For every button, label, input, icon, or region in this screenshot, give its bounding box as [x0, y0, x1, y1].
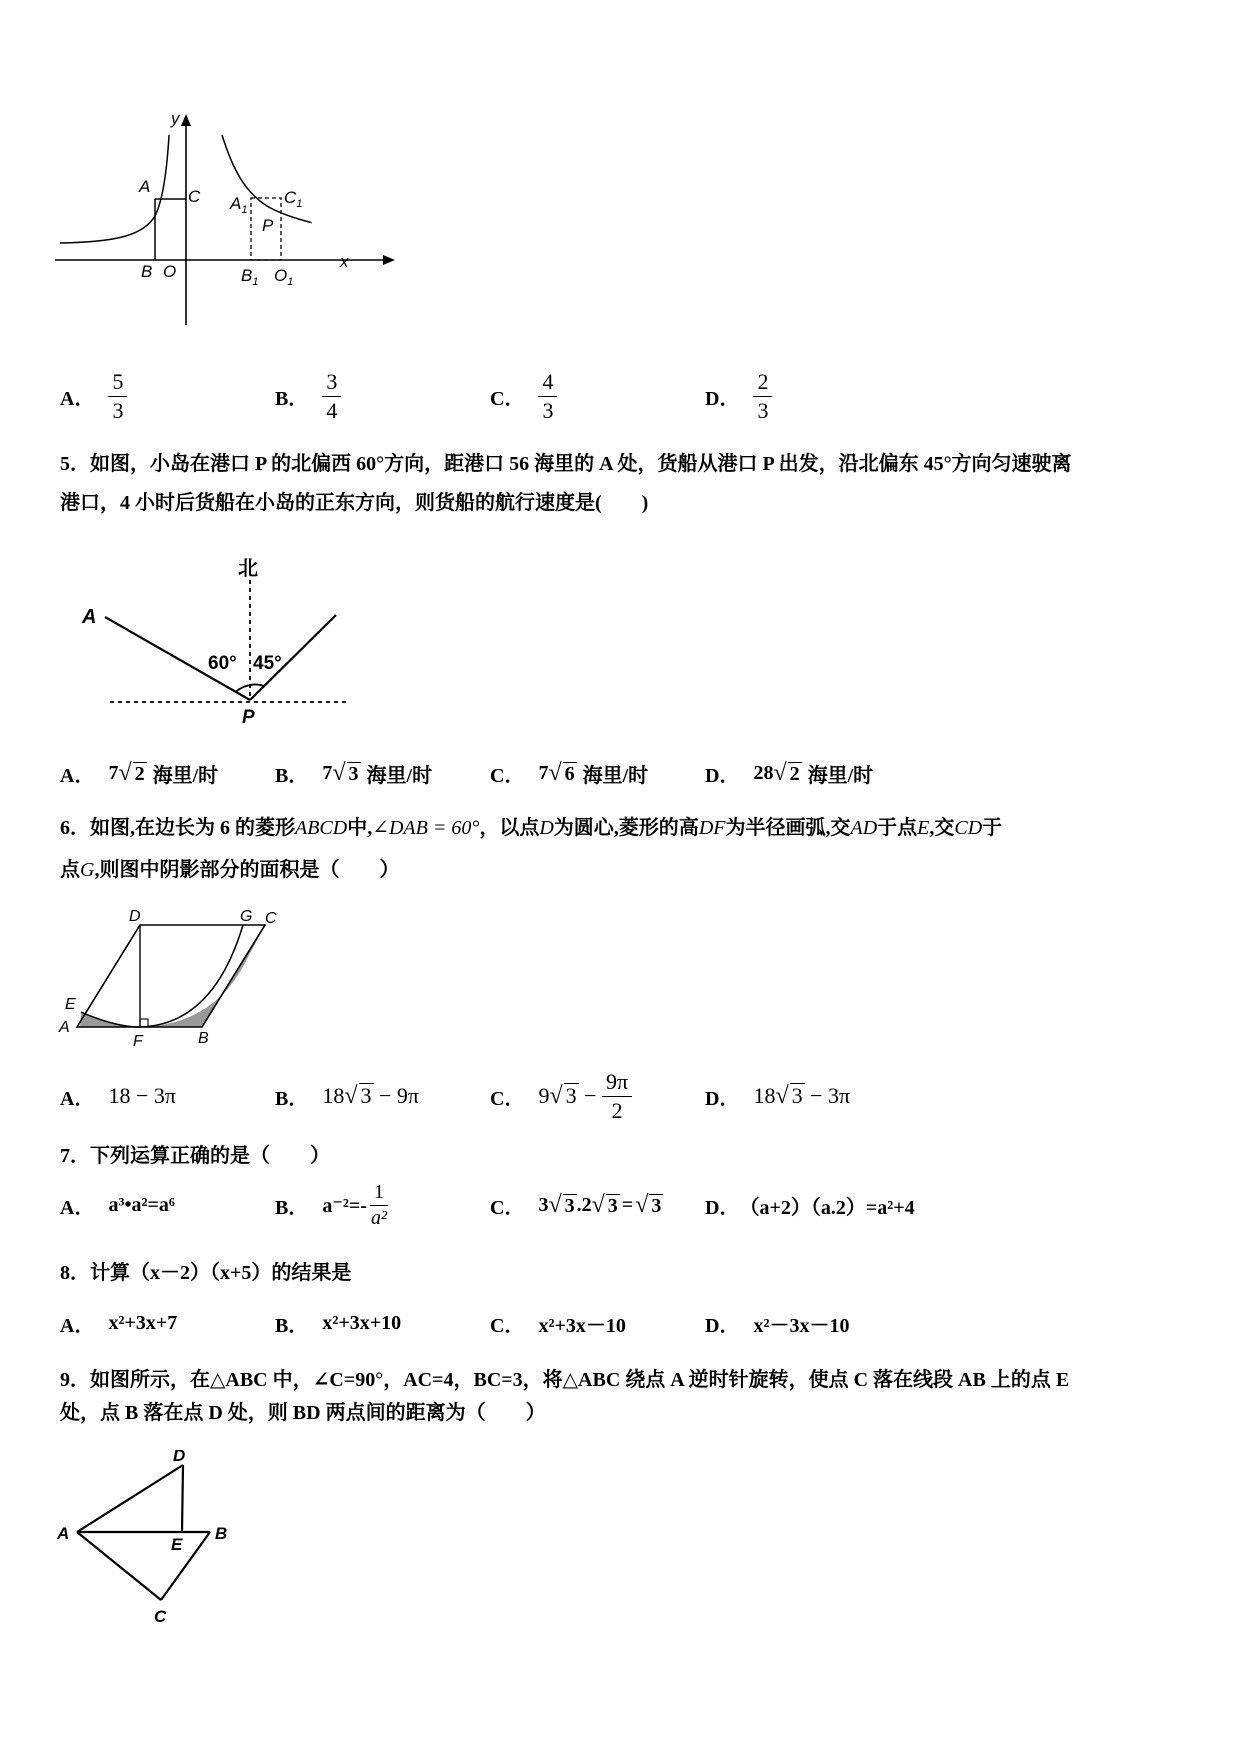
q9-stem-line1: 9．如图所示，在△ABC 中，∠C=90°，AC=4，BC=3，将△ABC 绕点 A 逆时针旋转，使点 C 落在线段 AB 上的点 E	[60, 1369, 1070, 1391]
q9-stem-line2: 处，点 B 落在点 D 处，则 BD 两点间的距离为（ ）	[60, 1402, 546, 1424]
q4-option-b[interactable]: B． $\frac{3}{4}$	[275, 366, 341, 426]
q8-option-d[interactable]: D． x²－3x－10	[705, 1314, 850, 1337]
q9-label-C: C	[154, 1607, 167, 1626]
q4-options	[60, 366, 1190, 426]
q5-figure	[70, 555, 370, 735]
q4-label-A1: $A_1$	[230, 194, 248, 216]
q5-label-45: 45°	[253, 653, 282, 674]
q9-label-D: D	[173, 1450, 186, 1465]
fraction: $\frac{9\pi}{2}$	[602, 1070, 632, 1121]
q9-label-B: B	[215, 1524, 228, 1543]
q6-option-b[interactable]: B． 18 √ 3 − 9π	[275, 1082, 420, 1110]
q4-label-P: P	[262, 216, 274, 235]
q6-label-D: D	[129, 908, 141, 925]
q5-option-d[interactable]: D． 28 √ 2 海里/时	[705, 759, 874, 787]
q6-option-d[interactable]: D． 18 √ 3 − 3π	[705, 1082, 851, 1110]
q8-option-b[interactable]: B． x²+3x+10	[275, 1311, 402, 1337]
q7-option-d[interactable]: D． （a+2）（a.2）=a²+4	[705, 1196, 915, 1219]
q5-options	[60, 743, 1190, 803]
q5-stem-line2: 港口，4 小时后货船在小岛的正东方向，则货船的航行速度是( )	[60, 492, 649, 514]
q8-options	[60, 1293, 1190, 1353]
q5-label-north: 北	[238, 558, 258, 580]
q8-stem-line: 8．计算（x－2）（x+5）的结果是	[60, 1262, 352, 1284]
q9-stem	[60, 1370, 1190, 1423]
q7-stem	[60, 1146, 1190, 1166]
q7-option-c[interactable]: C． 3 √ 3 .2 √ 3 = √ 3	[490, 1191, 662, 1219]
q6-label-E: E	[65, 996, 76, 1013]
q4-label-y: y	[171, 110, 180, 128]
q6-label-B: B	[198, 1030, 209, 1047]
q4-label-O1: $O_1$	[274, 266, 294, 288]
q4-label-B: B	[141, 262, 153, 281]
q8-option-a[interactable]: A． x²+3x+7	[60, 1311, 178, 1337]
q4-label-x: x	[340, 252, 349, 271]
q4-option-d[interactable]: D． $\frac{2}{3}$	[705, 366, 772, 426]
q4-label-O: O	[163, 262, 177, 281]
q5-label-A: A	[82, 606, 97, 628]
q5-label-P: P	[242, 707, 255, 728]
fraction: $\frac{4}{3}$	[538, 370, 557, 421]
q9-figure	[55, 1450, 255, 1640]
q4-label-C: C	[188, 187, 201, 206]
q7-option-b[interactable]: B． a⁻²=- $\frac{1}{\text{a²}}$	[275, 1175, 391, 1235]
q6-stem	[60, 818, 1190, 880]
q5-stem	[60, 454, 1190, 513]
q6-figure	[55, 905, 295, 1055]
fraction: $\frac{3}{4}$	[322, 370, 341, 421]
q5-stem-line1: 5．如图，小岛在港口 P 的北偏西 60°方向，距港口 56 海里的 A 处，货船从港口 P 出发，沿北偏东 45°方向匀速驶离	[60, 453, 1072, 475]
q5-label-60: 60°	[208, 653, 237, 674]
q4-label-C1: $C_1$	[284, 188, 303, 210]
fraction: $\frac{5}{3}$	[108, 370, 127, 421]
q6-option-a[interactable]: A． 18 − 3π	[60, 1083, 176, 1110]
q6-label-C: C	[265, 910, 277, 927]
q4-figure	[55, 110, 405, 325]
q5-option-c[interactable]: C． 7 √ 6 海里/时	[490, 759, 649, 787]
q8-option-c[interactable]: C． x²+3x－10	[490, 1314, 626, 1337]
q6-label-G: G	[240, 908, 253, 925]
q7-stem-line: 7．下列运算正确的是（ ）	[60, 1145, 330, 1167]
q5-option-a[interactable]: A． 7 √ 2 海里/时	[60, 759, 219, 787]
q4-label-B1: $B_1$	[241, 266, 259, 288]
q4-option-a[interactable]: A． $\frac{5}{3}$	[60, 366, 127, 426]
q5-option-b[interactable]: B． 7 √ 3 海里/时	[275, 759, 433, 787]
q6-stem-line1: 6．如图,在边长为 6 的菱形ABCD中,∠DAB = 60°，以点D为圆心,菱形的高DF为半径画弧,交AD于点E,交CD于	[60, 817, 1003, 839]
q9-label-E: E	[171, 1535, 183, 1554]
q6-option-c[interactable]: C． 9 √ 3 − $\frac{9\pi}{2}$	[490, 1066, 632, 1126]
q6-label-A: A	[59, 1019, 70, 1036]
q7-options	[60, 1175, 1190, 1235]
q7-option-a[interactable]: A． a³•a²=a⁶	[60, 1193, 175, 1219]
q6-label-F: F	[133, 1033, 143, 1050]
q6-stem-line2: 点G,则图中阴影部分的面积是（ ）	[60, 859, 400, 881]
fraction: $\frac{1}{\text{a²}}$	[370, 1180, 387, 1229]
fraction: $\frac{2}{3}$	[753, 370, 772, 421]
q6-options	[60, 1066, 1190, 1126]
q9-label-A: A	[57, 1524, 70, 1543]
q8-stem	[60, 1263, 1190, 1283]
q4-option-c[interactable]: C． $\frac{4}{3}$	[490, 366, 557, 426]
q4-label-A: A	[139, 177, 151, 196]
